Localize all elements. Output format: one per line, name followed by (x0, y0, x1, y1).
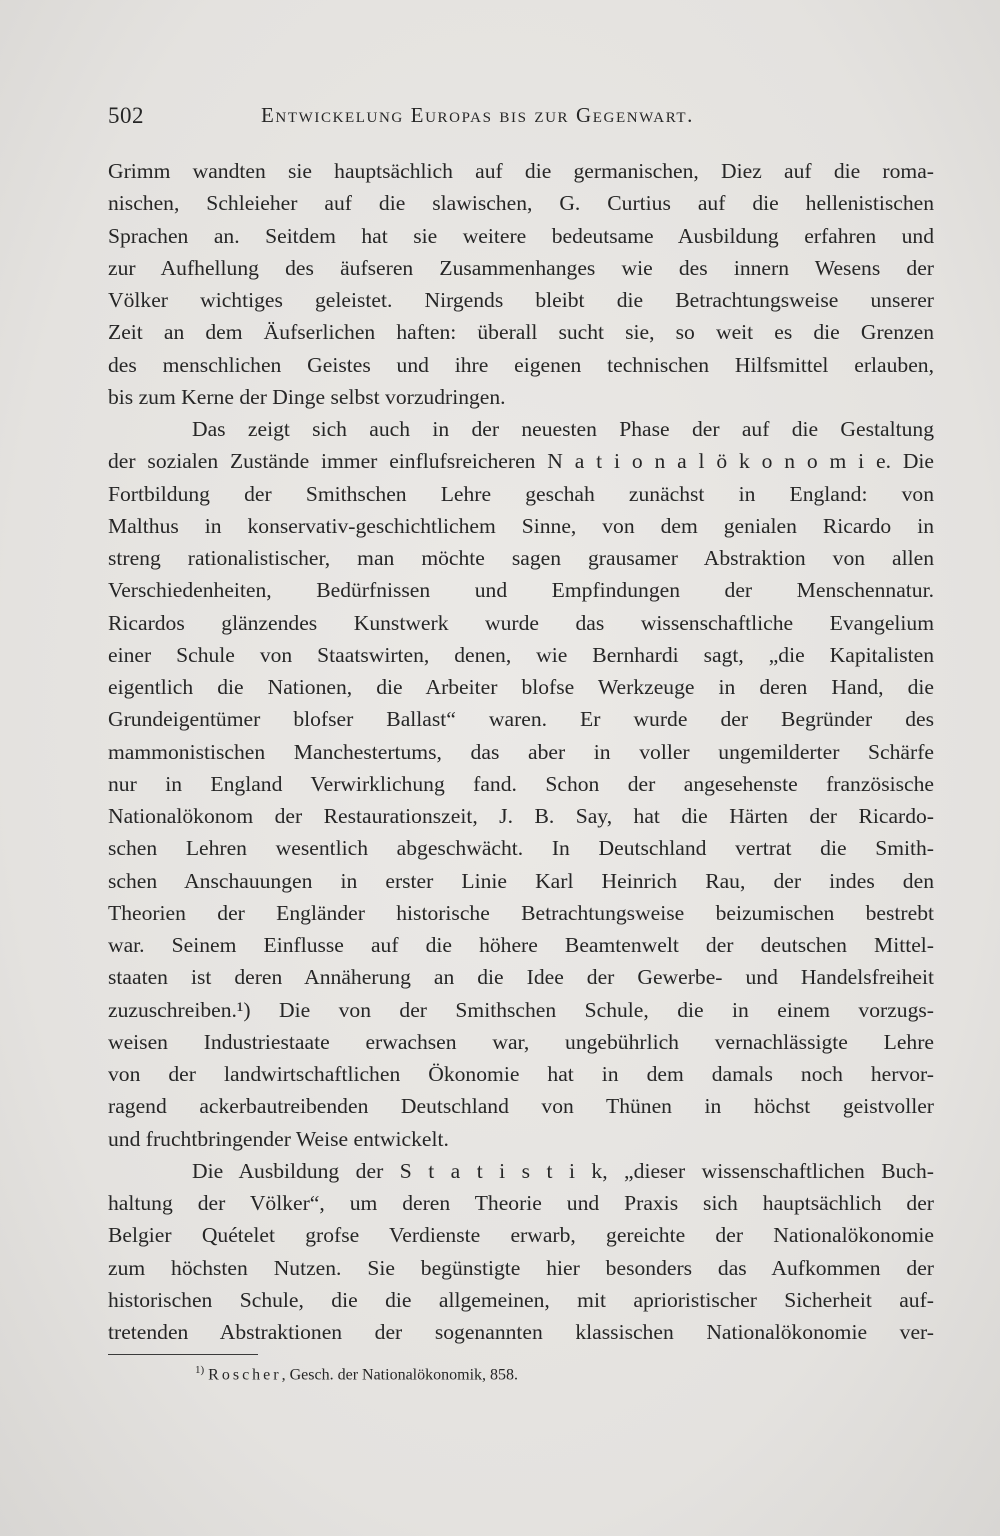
text-line: streng rationalistischer, man möchte sagen grausamer Abstraktion von allen (108, 546, 934, 570)
footnote (195, 1364, 518, 1384)
text-line: Die Ausbildung der S t a t i s t i k, „dieser wissenschaftlichen Buch- (192, 1158, 934, 1183)
text-line: ragend ackerbautreibenden Deutschland von Thünen in höchst geistvoller (108, 1094, 934, 1119)
running-title: Entwickelung Europas bis zur Gegenwart. (261, 103, 695, 127)
text-line: des menschlichen Geistes und ihre eigenen technischen Hilfsmittel erlauben, (108, 352, 934, 377)
text-line: und fruchtbringender Weise entwickelt. (108, 1126, 449, 1151)
footnote-author: Roscher (208, 1366, 282, 1384)
text-line: bis zum Kerne der Dinge selbst vorzudringen. (108, 384, 506, 409)
text-line: haltung der Völker“, um deren Theorie und Praxis sich hauptsächlich der (108, 1191, 934, 1215)
text-line: Belgier Quételet grofse Verdienste erwarb, gereichte der Nationalökonomie (108, 1223, 934, 1248)
text-line: von der landwirtschaftlichen Ökonomie hat in dem damals noch hervor- (108, 1062, 934, 1086)
text-line: tretenden Abstraktionen der sogenannten klassischen Nationalökonomie ver- (108, 1320, 934, 1344)
text-line: Malthus in konservativ-geschichtlichem Sinne, von dem genialen Ricardo in (108, 513, 934, 538)
text-line: Grundeigentümer blofser Ballast“ waren. Er wurde der Begründer des (108, 707, 934, 732)
text-line: historischen Schule, die die allgemeinen, mit aprioristischer Sicherheit auf- (108, 1287, 934, 1312)
text-line: nur in England Verwirklichung fand. Schon der angesehenste französische (108, 771, 934, 796)
text-line: Nationalökonom der Restaurationszeit, J. B. Say, hat die Härten der Ricardo- (108, 804, 934, 828)
text-line: staaten ist deren Annäherung an die Idee der Gewerbe- und Handelsfreiheit (108, 965, 934, 990)
text-line: Theorien der Engländer historische Betrachtungsweise beizumischen bestrebt (108, 900, 934, 925)
text-line: war. Seinem Einflusse auf die höhere Beamtenwelt der deutschen Mittel- (108, 933, 934, 957)
text-line: der sozialen Zustände immer einflufsreicheren N a t i o n a l ö k o n o m i e. Die (108, 449, 934, 474)
text-line: Völker wichtiges geleistet. Nirgends bleibt die Betrachtungsweise unserer (108, 288, 934, 312)
text-line: zur Aufhellung des äufseren Zusammenhanges wie des innern Wesens der (108, 255, 934, 280)
text-line: zuzuschreiben.¹) Die von der Smithschen Schule, die in einem vorzugs- (108, 997, 934, 1022)
text-line: einer Schule von Staatswirten, denen, wie Bernhardi sagt, „die Kapitalisten (108, 642, 934, 667)
page-header (108, 103, 928, 133)
footnote-text: , Gesch. der Nationalökonomik, 858. (281, 1366, 519, 1384)
text-line: nischen, Schleieher auf die slawischen, G. Curtius auf die hellenistischen (108, 191, 934, 216)
text-line: mammonistischen Manchestertums, das aber in voller ungemilderter Schärfe (108, 739, 934, 764)
footnote-rule (108, 1354, 258, 1355)
text-line: Sprachen an. Seitdem hat sie weitere bedeutsame Ausbildung erfahren und (108, 223, 934, 248)
text-line: Grimm wandten sie hauptsächlich auf die germanischen, Diez auf die roma- (108, 159, 934, 183)
text-line: Verschiedenheiten, Bedürfnissen und Empfindungen der Menschennatur. (108, 578, 934, 603)
text-line: Ricardos glänzendes Kunstwerk wurde das wissenschaftliche Evangelium (108, 610, 934, 635)
text-line: schen Lehren wesentlich abgeschwächt. In Deutschland vertrat die Smith- (108, 836, 934, 861)
text-line: weisen Industriestaate erwachsen war, ungebührlich vernachlässigte Lehre (108, 1029, 934, 1054)
text-line: eigentlich die Nationen, die Arbeiter blofse Werkzeuge in deren Hand, die (108, 675, 934, 699)
text-line: Das zeigt sich auch in der neuesten Phase der auf die Gestaltung (192, 417, 934, 441)
footnote-marker: 1) (195, 1364, 205, 1376)
text-line: Fortbildung der Smithschen Lehre geschah zunächst in England: von (108, 481, 934, 506)
text-line: schen Anschauungen in erster Linie Karl Heinrich Rau, der indes den (108, 868, 934, 893)
text-line: Zeit an dem Äufserlichen haften: überall sucht sie, so weit es die Grenzen (108, 320, 934, 345)
body-text (108, 155, 934, 1348)
page-number: 502 (108, 103, 144, 128)
text-line: zum höchsten Nutzen. Sie begünstigte hier besonders das Aufkommen der (108, 1255, 934, 1280)
